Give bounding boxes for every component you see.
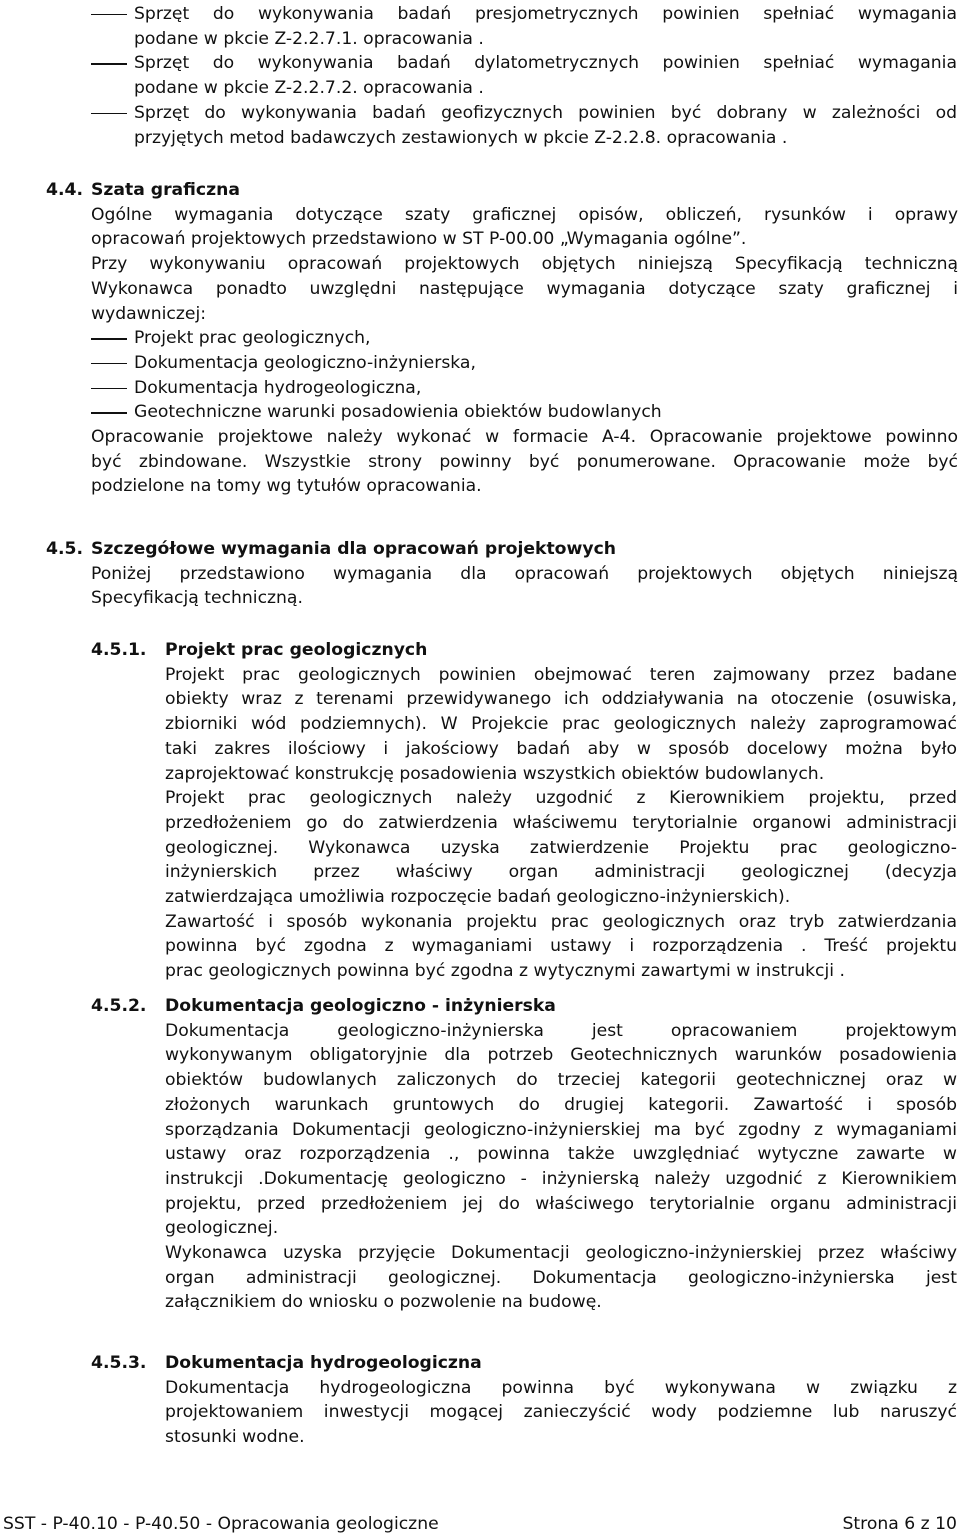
list-item [91,400,958,425]
section-title: Szata graficzna [91,180,240,200]
list-item [91,101,957,150]
dash-bullet-icon [91,63,127,64]
paragraph-line: Projekt prac geologicznych należy uzgodnić z Kierownikiem projektu, przed [165,788,957,809]
section-4-4 [46,178,958,499]
section-4-5 [46,537,958,611]
dash-bullet-icon [91,338,127,339]
section-title: Projekt prac geologicznych [165,640,428,660]
dash-bullet-icon [91,388,127,389]
section-4-5-1 [91,638,957,984]
section-number: 4.4. [46,180,83,200]
paragraph-line: Opracowanie projektowe należy wykonać w formacie A-4. Opracowanie projektowe powinno [91,427,958,448]
section-body [91,1019,957,1315]
list-item [91,376,958,401]
list-item-text: Dokumentacja geologiczno-inżynierska, [134,352,476,373]
paragraph-line: inżynierskich przez właściwy organ administracji geologicznej (decyzja [165,862,957,883]
section-body [91,663,957,984]
list-item-text: podane w pkcie Z-2.2.7.1. opracowania . [134,28,484,49]
list-item-text: Dokumentacja hydrogeologiczna, [134,377,422,398]
document-type-list [91,326,958,425]
paragraph-line: załącznikiem do wniosku o pozwolenie na budowę. [165,1292,602,1313]
paragraph-line: projektowaniem inwestycji mogącej zanieczyścić wody podziemne lub naruszyć [165,1402,957,1423]
paragraph-line: prac geologicznych powinna być zgodna z wytycznymi zawartymi w instrukcji . [165,961,845,982]
list-item-text: Sprzęt do wykonywania badań geofizycznych powinien być dobrany w zależności od [134,102,957,123]
section-body [91,1376,957,1450]
list-item [91,326,958,351]
paragraph-line: ustawy oraz rozporządzenia ., powinna także uwzględniać wytyczne zawarte w [165,1144,957,1165]
section-4-5-3 [91,1351,957,1450]
paragraph-line: wykonywanym obligatoryjnie dla potrzeb Geotechnicznych warunków posadowienia [165,1045,957,1066]
paragraph-line: Zawartość i sposób wykonania projektu prac geologicznych oraz tryb zatwierdzania [165,911,957,932]
paragraph-line: Wykonawca uzyska przyjęcie Dokumentacji geologiczno-inżynierskiej przez właściwy [165,1243,957,1264]
list-item-text: Sprzęt do wykonywania badań dylatometrycznych powinien spełniać wymagania [134,53,957,74]
dash-bullet-icon [91,113,127,114]
paragraph-line: Specyfikacją techniczną. [91,588,303,609]
paragraph-line: złożonych warunkach gruntowych do drugiej kategorii. Zawartość i sposób [165,1094,957,1115]
list-item-text: przyjętych metod badawczych zestawionych w pkcie Z-2.2.8. opracowania . [134,127,788,148]
paragraph-line: taki zakres ilościowy i jakościowy badań aby w sposób docelowy można było [165,738,957,759]
section-body [46,203,958,499]
dash-bullet-icon [91,412,127,413]
paragraph-line: przedłożeniem go do zatwierdzenia właściwemu terytorialnie organowi administracji [165,812,957,833]
paragraph-line: obiektów budowlanych zaliczonych do trzeciej kategorii geotechnicznej oraz w [165,1070,957,1091]
dash-bullet-icon [91,14,127,15]
paragraph-line: zaprojektować konstrukcję posadowienia wszystkich obiektów budowlanych. [165,763,825,784]
section-body [46,562,958,611]
section-heading [91,638,957,663]
paragraph-line: organ administracji geologicznej. Dokumentacja geologiczno-inżynierska jest [165,1267,957,1288]
footer-page-number: Strona 6 z 10 [842,1514,957,1534]
paragraph-line: geologicznej. Wykonawca uzyska zatwierdzenie Projektu prac geologiczno- [165,837,957,858]
paragraph-line: instrukcji .Dokumentację geologiczno - inżynierską należy uzgodnić z Kierownikiem [165,1168,957,1189]
section-number: 4.5.3. [91,1353,147,1373]
paragraph-line: powinna być zgodna z wymaganiami ustawy i rozporządzenia . Treść projektu [165,936,957,957]
paragraph-line: sporządzania Dokumentacji geologiczno-inżynierskiej ma być zgodny z wymaganiami [165,1119,957,1140]
section-title: Szczegółowe wymagania dla opracowań projektowych [91,539,616,559]
section-heading [91,994,957,1019]
list-item [91,2,957,51]
paragraph-line: geologicznej. [165,1218,279,1239]
dash-bullet-icon [91,363,127,364]
paragraph-line: Poniżej przedstawiono wymagania dla opracowań projektowych objętych niniejszą [91,563,958,584]
section-heading [91,1351,957,1376]
list-item-text: Projekt prac geologicznych, [134,328,371,349]
section-number: 4.5.2. [91,996,147,1016]
paragraph-line: Wykonawca ponadto uwzględni następujące wymagania dotyczące szaty graficznej i [91,278,958,299]
paragraph-line: być zbindowane. Wszystkie strony powinny być ponumerowane. Opracowanie może być [91,451,958,472]
list-item-text: Geotechniczne warunki posadowienia obiektów budowlanych [134,402,662,423]
paragraph-line: podzielone na tomy wg tytułów opracowania. [91,476,482,497]
section-4-5-2 [91,994,957,1315]
paragraph-line: Ogólne wymagania dotyczące szaty graficznej opisów, obliczeń, rysunków i oprawy [91,204,958,225]
paragraph-line: zbiorniki wód podziemnych). W Projekcie prac geologicznych należy zaprogramować [165,714,957,735]
section-number: 4.5. [46,539,83,559]
paragraph-line: opracowań projektowych przedstawiono w ST P-00.00 „Wymagania ogólne”. [91,229,747,250]
list-item-text: Sprzęt do wykonywania badań presjometrycznych powinien spełniać wymagania [134,4,957,24]
section-number: 4.5.1. [91,640,147,660]
paragraph-line: Projekt prac geologicznych powinien obejmować teren zajmowany przez badane [165,664,957,685]
section-title: Dokumentacja geologiczno - inżynierska [165,996,556,1016]
paragraph-line: wydawniczej: [91,303,207,324]
paragraph-line: obiekty wraz z terenami przewidywanego ich oddziaływania na otoczenie (osuwiska, [165,689,957,710]
footer-document-title: SST - P-40.10 - P-40.50 - Opracowania geologiczne [3,1514,439,1534]
paragraph-line: Dokumentacja hydrogeologiczna powinna być wykonywana w związku z [165,1377,957,1398]
list-item [91,51,957,100]
section-heading [46,537,958,562]
paragraph-line: projektu, przed przedłożeniem jej do właściwego terytorialnie organu administracji [165,1193,957,1214]
paragraph-line: Przy wykonywaniu opracowań projektowych objętych niniejszą Specyfikacją techniczną [91,254,958,275]
list-item-text: podane w pkcie Z-2.2.7.2. opracowania . [134,78,484,99]
section-title: Dokumentacja hydrogeologiczna [165,1353,482,1373]
equipment-bullet-list [91,2,957,150]
paragraph-line: stosunki wodne. [165,1427,305,1448]
paragraph-line: Dokumentacja geologiczno-inżynierska jest opracowaniem projektowym [165,1020,957,1041]
paragraph-line: zatwierdzająca umożliwia rozpoczęcie badań geologiczno-inżynierskich). [165,887,791,908]
list-item [91,351,958,376]
section-heading [46,178,958,203]
